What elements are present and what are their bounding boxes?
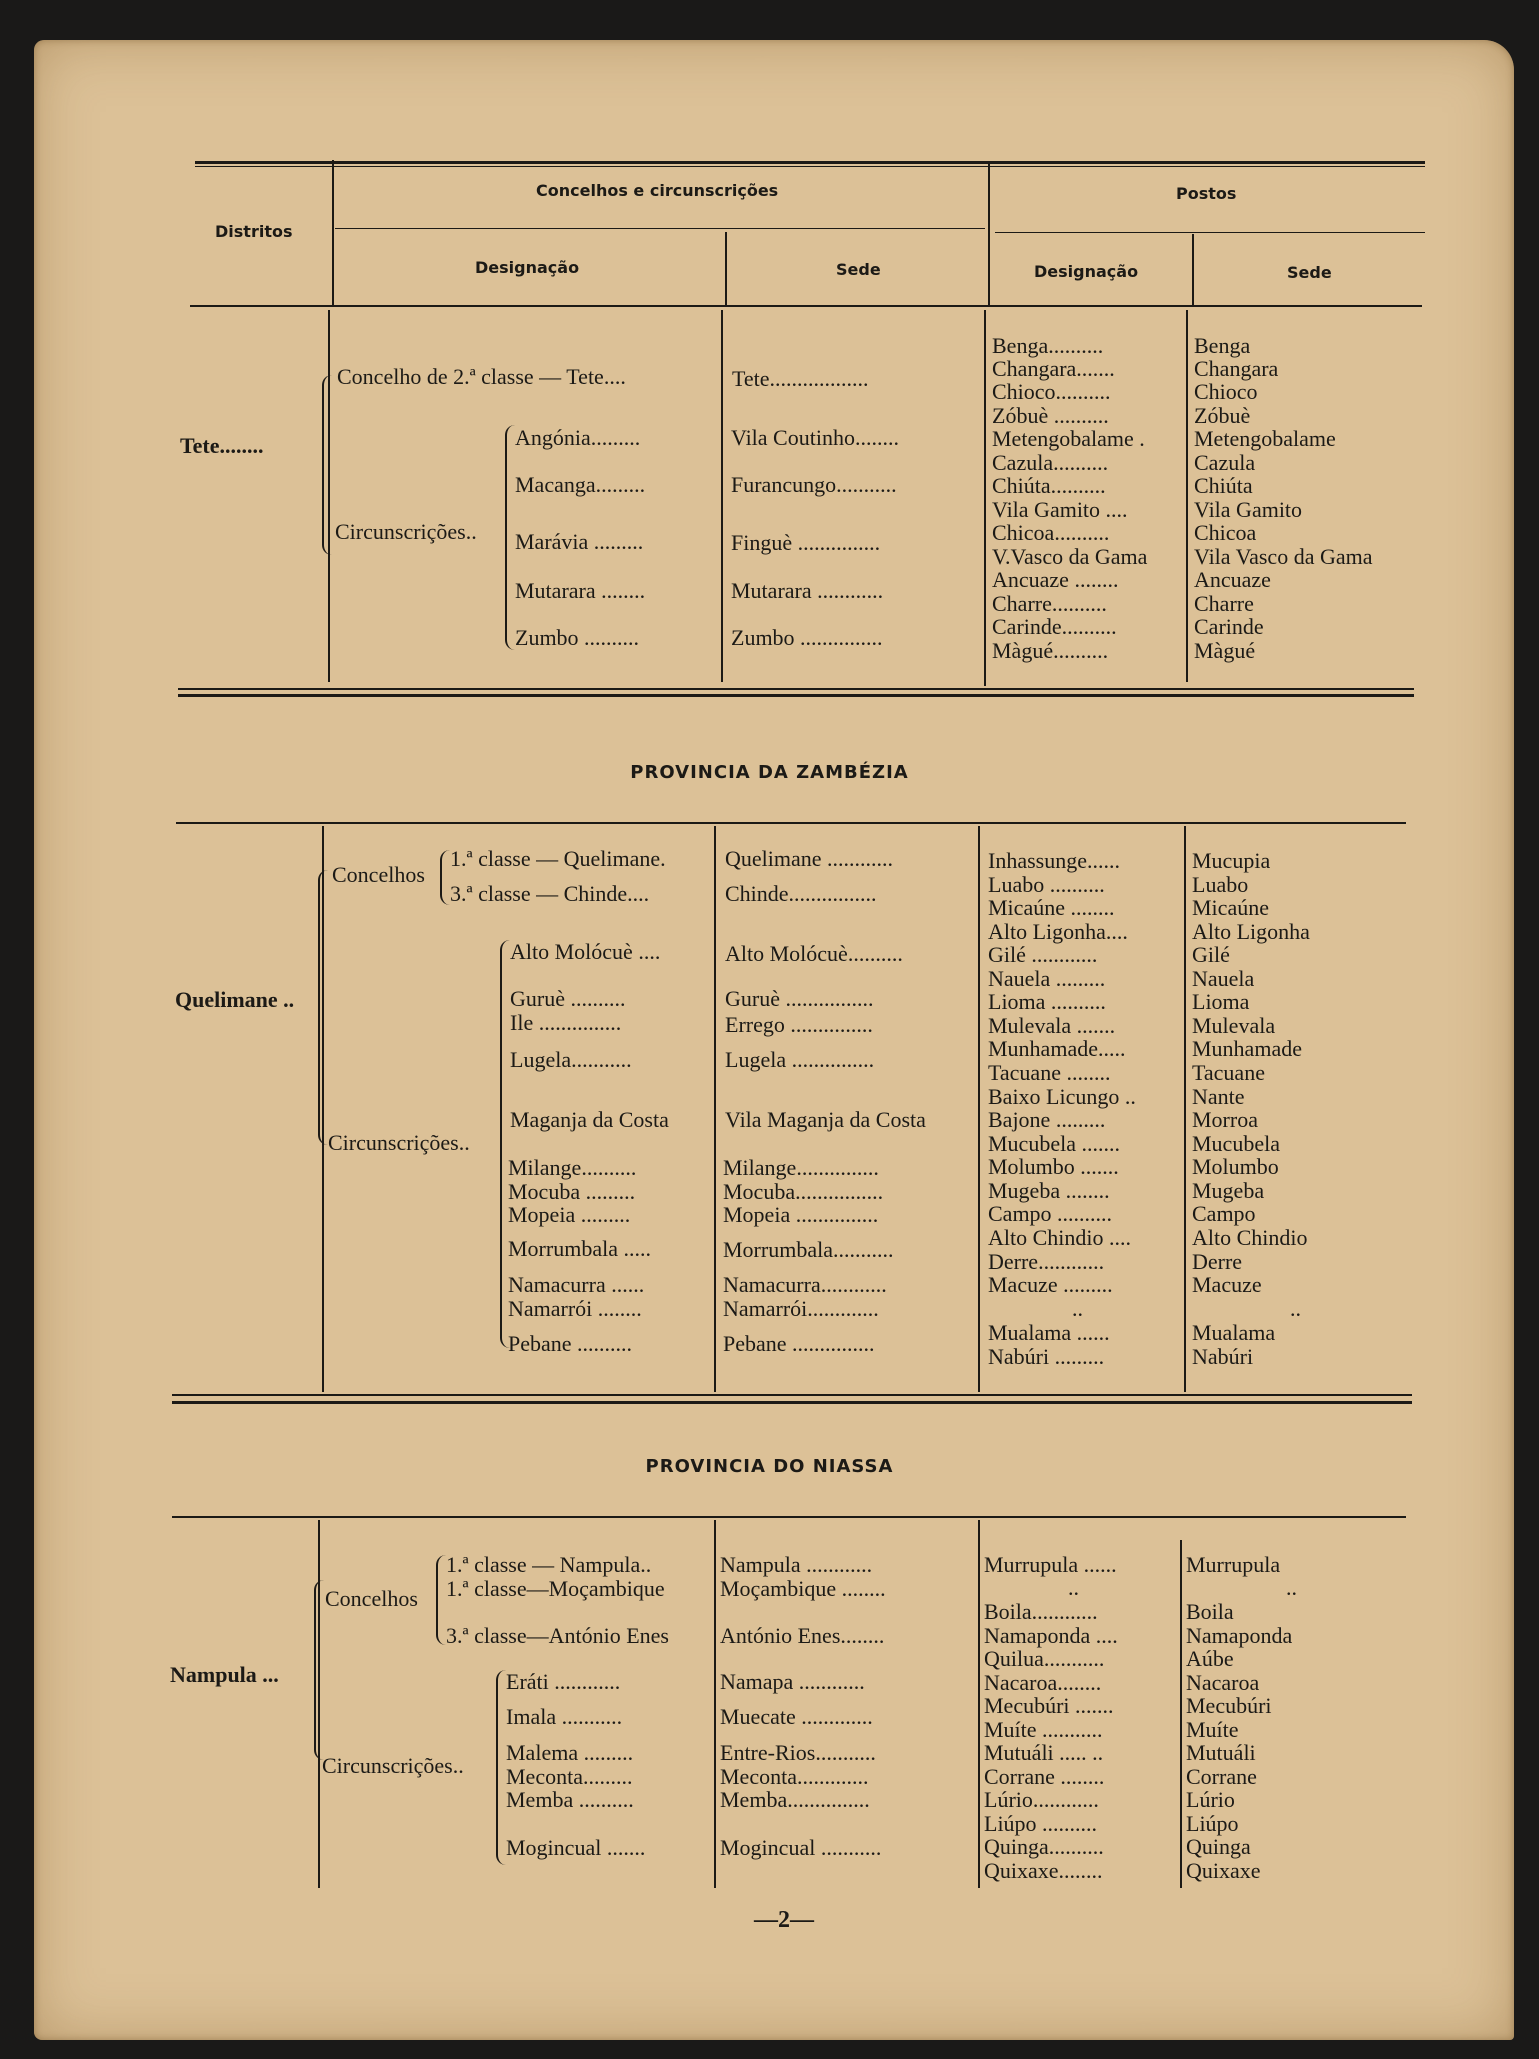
header-sede: Sede [1287, 263, 1332, 282]
posto-designacao: Nauela ......... [988, 966, 1106, 991]
posto-designacao: Zóbuè .......... [992, 403, 1109, 428]
posto-designacao: Lúrio............ [984, 1787, 1099, 1812]
posto-designacao: Luabo .......... [988, 872, 1105, 897]
posto-designacao: Mucubela ....... [988, 1131, 1120, 1156]
posto-sede: Mecubúri [1186, 1693, 1272, 1718]
circ-name: Namacurra ...... [508, 1272, 645, 1297]
section-top-rule [172, 1516, 1406, 1518]
posto-sede: Mucupia [1192, 848, 1271, 873]
posto-sede: Màgué [1194, 638, 1256, 663]
section-title: PROVINCIA DA ZAMBÉZIA [630, 762, 909, 783]
circ-label: Circunscrições.. [322, 1753, 464, 1778]
column-rule [714, 826, 716, 1392]
circ-name: Eráti ............ [506, 1669, 621, 1694]
concelhos-label: Concelhos [332, 862, 425, 887]
concelho-sede: Quelimane ............ [725, 846, 894, 871]
section-title: PROVINCIA DO NIASSA [645, 1456, 894, 1477]
section-rule [172, 1394, 1412, 1396]
posto-designacao: Lioma .......... [988, 989, 1106, 1014]
posto-designacao: Muíte ........... [984, 1717, 1103, 1742]
circ-sede: Vila Coutinho........ [731, 425, 899, 450]
posto-sede: Zóbuè [1194, 403, 1251, 428]
circ-name: Marávia ......... [515, 529, 644, 554]
posto-sede: Mucubela [1192, 1131, 1280, 1156]
posto-sede: Boila [1186, 1599, 1234, 1624]
header-sede: Sede [836, 260, 881, 279]
posto-designacao: Quilua........... [984, 1646, 1105, 1671]
concelho-name: 1.ª classe—Moçambique [446, 1576, 665, 1601]
posto-sede: Mutuáli [1186, 1740, 1256, 1765]
circ-sede: Memba............... [720, 1787, 870, 1812]
posto-designacao: Macuze ......... [988, 1272, 1113, 1297]
brace [440, 850, 450, 905]
posto-sede: Nante [1192, 1084, 1245, 1109]
posto-designacao: Corrane ........ [984, 1764, 1105, 1789]
posto-sede: Liúpo [1186, 1811, 1239, 1836]
circ-name: Lugela........... [510, 1047, 632, 1072]
header-divider [725, 232, 727, 306]
header-postos: Postos [1176, 184, 1237, 203]
posto-sede: Alto Ligonha [1192, 919, 1310, 944]
brace [318, 870, 328, 1145]
posto-sede: Campo [1192, 1201, 1256, 1226]
posto-designacao: Murrupula ...... [984, 1552, 1117, 1577]
concelho-sede: Moçambique ........ [720, 1576, 886, 1601]
posto-designacao: Munhamade..... [988, 1036, 1126, 1061]
circ-name: Morrumbala ..... [508, 1236, 651, 1261]
posto-designacao: Mualama ...... [988, 1320, 1110, 1345]
column-rule [978, 826, 980, 1392]
posto-designacao: Namaponda .... [984, 1623, 1118, 1648]
concelhos-label: Concelhos [325, 1586, 418, 1611]
circ-sede: Vila Maganja da Costa [725, 1107, 926, 1132]
header-concelhos: Concelhos e circunscrições [536, 181, 779, 200]
column-rule [1184, 826, 1186, 1392]
circ-name: Meconta......... [506, 1764, 633, 1789]
posto-designacao: Derre............ [988, 1249, 1105, 1274]
posto-designacao: Nabúri ......... [988, 1344, 1105, 1369]
district-quelimane: Quelimane .. [175, 987, 295, 1012]
posto-sede: Vila Vasco da Gama [1194, 544, 1373, 569]
column-rule [714, 1520, 716, 1888]
circ-name: Milange.......... [508, 1155, 637, 1180]
circ-name: Alto Molócuè .... [510, 939, 661, 964]
posto-sede: Chicoa [1194, 520, 1257, 545]
circ-sede: Mocuba................ [723, 1179, 884, 1204]
posto-sede: Munhamade [1192, 1036, 1302, 1061]
section-top-rule [176, 822, 1406, 824]
header-mid-rule-left [335, 228, 985, 229]
posto-sede: Derre [1192, 1249, 1243, 1274]
posto-sede: Micaúne [1192, 895, 1269, 920]
posto-sede: Muíte [1186, 1717, 1239, 1742]
circ-name: Pebane .......... [508, 1331, 633, 1356]
circ-sede: Mutarara ............ [731, 578, 884, 603]
header-distritos: Distritos [215, 222, 293, 241]
concelho-sede: Nampula ............ [720, 1552, 873, 1577]
posto-sede: Chioco [1194, 379, 1258, 404]
posto-sede: Lioma [1192, 989, 1250, 1014]
posto-designacao: Charre.......... [992, 591, 1107, 616]
page-number: —2— [754, 1907, 814, 1933]
posto-designacao: Mutuáli ..... .. [984, 1740, 1104, 1765]
posto-sede: Alto Chindio [1192, 1225, 1308, 1250]
district-tete: Tete........ [180, 433, 264, 458]
header-bottom-rule [190, 305, 1422, 307]
posto-designacao: Nacaroa........ [984, 1670, 1102, 1695]
posto-sede: Nacaroa [1186, 1670, 1260, 1695]
posto-sede: Namaponda [1186, 1623, 1293, 1648]
circ-name: Macanga......... [515, 472, 646, 497]
posto-designacao: Tacuane ........ [988, 1060, 1111, 1085]
posto-sede: Gilé [1192, 942, 1230, 967]
posto-designacao: Mulevala ....... [988, 1013, 1116, 1038]
section-rule [178, 688, 1414, 690]
posto-designacao: Màgué.......... [992, 638, 1109, 663]
header-divider [1192, 234, 1194, 306]
concelho-sede: Chinde................ [725, 881, 877, 906]
circ-sede: Pebane ............... [723, 1331, 875, 1356]
posto-designacao: Metengobalame . [992, 426, 1145, 451]
header-top-rule [195, 161, 1425, 164]
circ-name: Guruè .......... [510, 986, 626, 1011]
posto-sede: Benga [1194, 333, 1251, 358]
posto-designacao: Mugeba ........ [988, 1178, 1110, 1203]
posto-designacao: Molumbo ....... [988, 1154, 1119, 1179]
circ-sede: Zumbo ............... [731, 625, 883, 650]
circ-name: Maganja da Costa [510, 1107, 669, 1132]
column-rule [1180, 1540, 1182, 1888]
posto-designacao: Carinde.......... [992, 614, 1117, 639]
circ-sede: Alto Molócuè.......... [725, 941, 903, 966]
concelho-tete: Concelho de 2.ª classe — Tete.... [337, 364, 626, 389]
column-rule [984, 310, 986, 686]
posto-sede: Ancuaze [1194, 567, 1271, 592]
header-divider [988, 163, 990, 306]
posto-designacao: Gilé ............ [988, 942, 1098, 967]
posto-sede: Mulevala [1192, 1013, 1276, 1038]
circ-name: Mogincual ....... [506, 1835, 646, 1860]
posto-sede: Cazula [1194, 450, 1256, 475]
posto-sede: Lúrio [1186, 1787, 1235, 1812]
posto-designacao: Alto Chindio .... [988, 1225, 1132, 1250]
posto-designacao: Alto Ligonha.... [988, 919, 1128, 944]
posto-sede: Vila Gamito [1194, 497, 1303, 522]
column-rule [978, 1520, 980, 1888]
concelho-name: 3.ª classe — Chinde.... [450, 881, 650, 906]
circ-name: Angónia......... [515, 425, 641, 450]
posto-designacao: Quixaxe........ [984, 1858, 1103, 1883]
posto-sede: Chiúta [1194, 473, 1253, 498]
posto-designacao: Chioco.......... [992, 379, 1111, 404]
circ-name: Mopeia ......... [508, 1202, 631, 1227]
posto-sede: .. [1290, 1296, 1301, 1321]
brace [496, 1670, 506, 1865]
posto-designacao: Ancuaze ........ [992, 567, 1119, 592]
concelho-sede: António Enes........ [720, 1623, 885, 1648]
posto-designacao: Bajone ......... [988, 1107, 1106, 1132]
circ-name: Mutarara ........ [515, 578, 646, 603]
posto-designacao: Quinga.......... [984, 1834, 1104, 1859]
section-rule [172, 1401, 1412, 1404]
circ-sede: Morrumbala........... [723, 1237, 894, 1262]
circ-sede: Errego ............... [725, 1012, 873, 1037]
brace [505, 425, 515, 650]
posto-sede: Nauela [1192, 966, 1255, 991]
posto-sede: Murrupula [1186, 1552, 1281, 1577]
posto-sede: Tacuane [1192, 1060, 1265, 1085]
posto-sede: Molumbo [1192, 1154, 1279, 1179]
posto-designacao: Cazula.......... [992, 450, 1109, 475]
posto-designacao: Benga.......... [992, 333, 1104, 358]
header-mid-rule-right [995, 232, 1425, 233]
circ-name: Ile ............... [510, 1010, 622, 1035]
column-rule [1186, 310, 1188, 682]
posto-designacao: Micaúne ........ [988, 895, 1115, 920]
circ-name: Memba .......... [506, 1787, 634, 1812]
header-divider [332, 160, 334, 306]
circ-name: Mocuba ......... [508, 1179, 636, 1204]
posto-designacao: .. [1068, 1575, 1079, 1600]
posto-sede: Mualama [1192, 1320, 1276, 1345]
circ-sede: Furancungo........... [731, 472, 897, 497]
posto-sede: Carinde [1194, 614, 1264, 639]
posto-sede: Mugeba [1192, 1178, 1265, 1203]
posto-sede: Corrane [1186, 1764, 1257, 1789]
circ-sede: Namapa ............ [720, 1669, 865, 1694]
circ-label: Circunscrições.. [328, 1130, 470, 1155]
column-rule [721, 310, 723, 682]
posto-designacao: Liúpo .......... [984, 1811, 1098, 1836]
posto-sede: Luabo [1192, 872, 1249, 897]
circ-sede: Mopeia ............... [723, 1202, 879, 1227]
posto-designacao: V.Vasco da Gama [992, 544, 1148, 569]
concelho-name: 1.ª classe — Quelimane. [450, 846, 666, 871]
posto-sede: Nabúri [1192, 1344, 1254, 1369]
circ-sede: Namacurra............ [723, 1272, 887, 1297]
posto-sede: Morroa [1192, 1107, 1258, 1132]
posto-sede: Changara [1194, 356, 1279, 381]
circ-sede: Muecate ............. [720, 1704, 873, 1729]
posto-designacao: Mecubúri ....... [984, 1693, 1114, 1718]
posto-designacao: Inhassunge...... [988, 848, 1120, 873]
posto-designacao: Boila............ [984, 1599, 1098, 1624]
brace [436, 1555, 446, 1645]
circ-sede: Milange............... [723, 1155, 879, 1180]
posto-sede: Quinga [1186, 1834, 1251, 1859]
brace [322, 375, 332, 555]
posto-designacao: .. [1072, 1296, 1083, 1321]
circ-sede: Namarrói............. [723, 1296, 879, 1321]
posto-designacao: Chiúta.......... [992, 473, 1106, 498]
posto-sede: Metengobalame [1194, 426, 1336, 451]
posto-designacao: Campo .......... [988, 1201, 1113, 1226]
posto-designacao: Vila Gamito .... [992, 497, 1128, 522]
circ-name: Imala ........... [506, 1704, 623, 1729]
posto-sede: Macuze [1192, 1272, 1262, 1297]
circ-sede: Entre-Rios........... [720, 1740, 876, 1765]
posto-sede: Aúbe [1186, 1646, 1234, 1671]
header-top-rule-thin [195, 166, 1425, 167]
posto-designacao: Baixo Licungo .. [988, 1084, 1136, 1109]
circ-name: Zumbo .......... [515, 625, 640, 650]
circ-sede: Meconta............. [720, 1764, 869, 1789]
circ-name: Malema ......... [506, 1740, 634, 1765]
district-nampula: Nampula ... [170, 1662, 279, 1687]
circ-sede: Mogincual ........... [720, 1835, 882, 1860]
concelho-name: 1.ª classe — Nampula.. [446, 1552, 652, 1577]
posto-sede: .. [1286, 1575, 1297, 1600]
posto-sede: Charre [1194, 591, 1254, 616]
circ-sede: Lugela ............... [725, 1047, 875, 1072]
circ-name: Namarrói ........ [508, 1296, 642, 1321]
brace [314, 1580, 324, 1760]
concelho-tete-sede: Tete.................. [732, 366, 869, 391]
section-rule [178, 694, 1414, 697]
posto-designacao: Chicoa.......... [992, 520, 1110, 545]
circ-label: Circunscrições.. [335, 519, 477, 544]
header-designacao: Designação [475, 258, 580, 277]
posto-sede: Quixaxe [1186, 1858, 1261, 1883]
posto-designacao: Changara....... [992, 356, 1115, 381]
circ-sede: Guruè ................ [725, 986, 874, 1011]
concelho-name: 3.ª classe—António Enes [446, 1623, 669, 1648]
circ-sede: Finguè ............... [731, 530, 881, 555]
header-designacao: Designação [1034, 262, 1139, 281]
